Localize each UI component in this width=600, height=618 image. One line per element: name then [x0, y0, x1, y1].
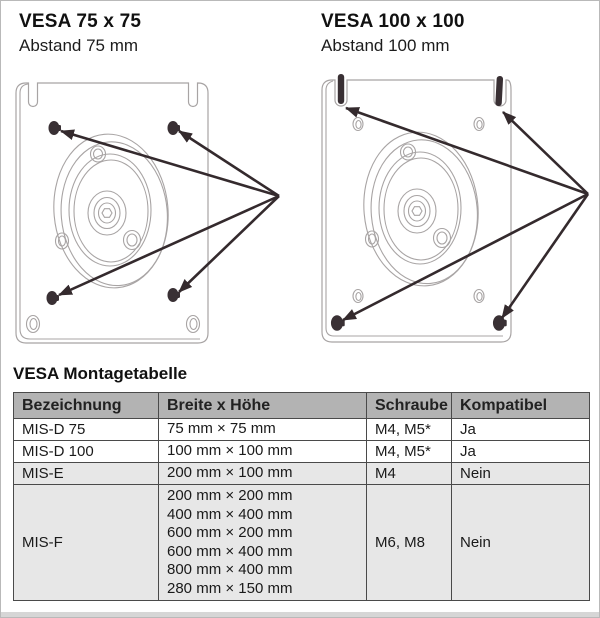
vesa-100-title: VESA 100 x 100 — [321, 11, 465, 32]
screw-cell: M4, M5* — [367, 419, 452, 441]
vesa-75-diagram — [9, 71, 301, 356]
screw-cell: M4 — [367, 463, 452, 485]
compatible-cell: Ja — [452, 441, 590, 463]
table-header-cell: Schraube — [367, 393, 452, 419]
standard-name-cell: MIS-D 75 — [14, 419, 159, 441]
size-line: 200 mm × 200 mm — [167, 487, 293, 504]
vesa-100-subtitle: Abstand 100 mm — [321, 36, 450, 55]
vesa-75-subtitle: Abstand 75 mm — [19, 36, 139, 55]
table-row — [14, 441, 590, 463]
table-header-row — [14, 393, 590, 419]
table-row — [14, 463, 590, 485]
standard-name-cell: MIS-F — [14, 485, 159, 601]
compatible-cell: Ja — [452, 419, 590, 441]
standard-name-cell: MIS-E — [14, 463, 159, 485]
size-line: 200 mm × 100 mm — [167, 464, 293, 482]
compatible-cell: Nein — [452, 463, 590, 485]
table-header-cell: Kompatibel — [452, 393, 590, 419]
size-line: 600 mm × 400 mm — [167, 542, 293, 560]
standard-name-cell: MIS-D 100 — [14, 441, 159, 463]
size-line: 75 mm × 75 mm — [167, 420, 276, 438]
vesa-75-title: VESA 75 x 75 — [19, 11, 142, 32]
vesa-mount-table — [13, 392, 590, 601]
slot-100-top-right — [495, 76, 503, 106]
size-line: 280 mm × 150 mm — [167, 579, 293, 597]
size-line: 800 mm × 400 mm — [167, 561, 293, 578]
vesa-100-diagram — [304, 71, 600, 356]
screw-cell: M6, M8 — [367, 485, 452, 601]
size-line: 400 mm × 400 mm — [167, 505, 293, 523]
size-cell — [159, 441, 367, 463]
screw-cell: M4, M5* — [367, 441, 452, 463]
table-row — [14, 419, 590, 441]
table-title: VESA Montagetabelle — [13, 364, 188, 383]
size-cell — [159, 485, 367, 601]
compatible-cell: Nein — [452, 485, 590, 601]
table-row — [14, 485, 590, 601]
page-bottom-divider — [1, 612, 599, 617]
size-cell — [159, 419, 367, 441]
size-cell — [159, 463, 367, 485]
slot-100-top-left — [338, 74, 344, 104]
table-header-cell: Bezeichnung — [14, 393, 159, 419]
size-line: 100 mm × 100 mm — [167, 442, 293, 460]
table-header-cell: Breite x Höhe — [159, 393, 367, 419]
size-line: 600 mm × 200 mm — [167, 524, 293, 541]
